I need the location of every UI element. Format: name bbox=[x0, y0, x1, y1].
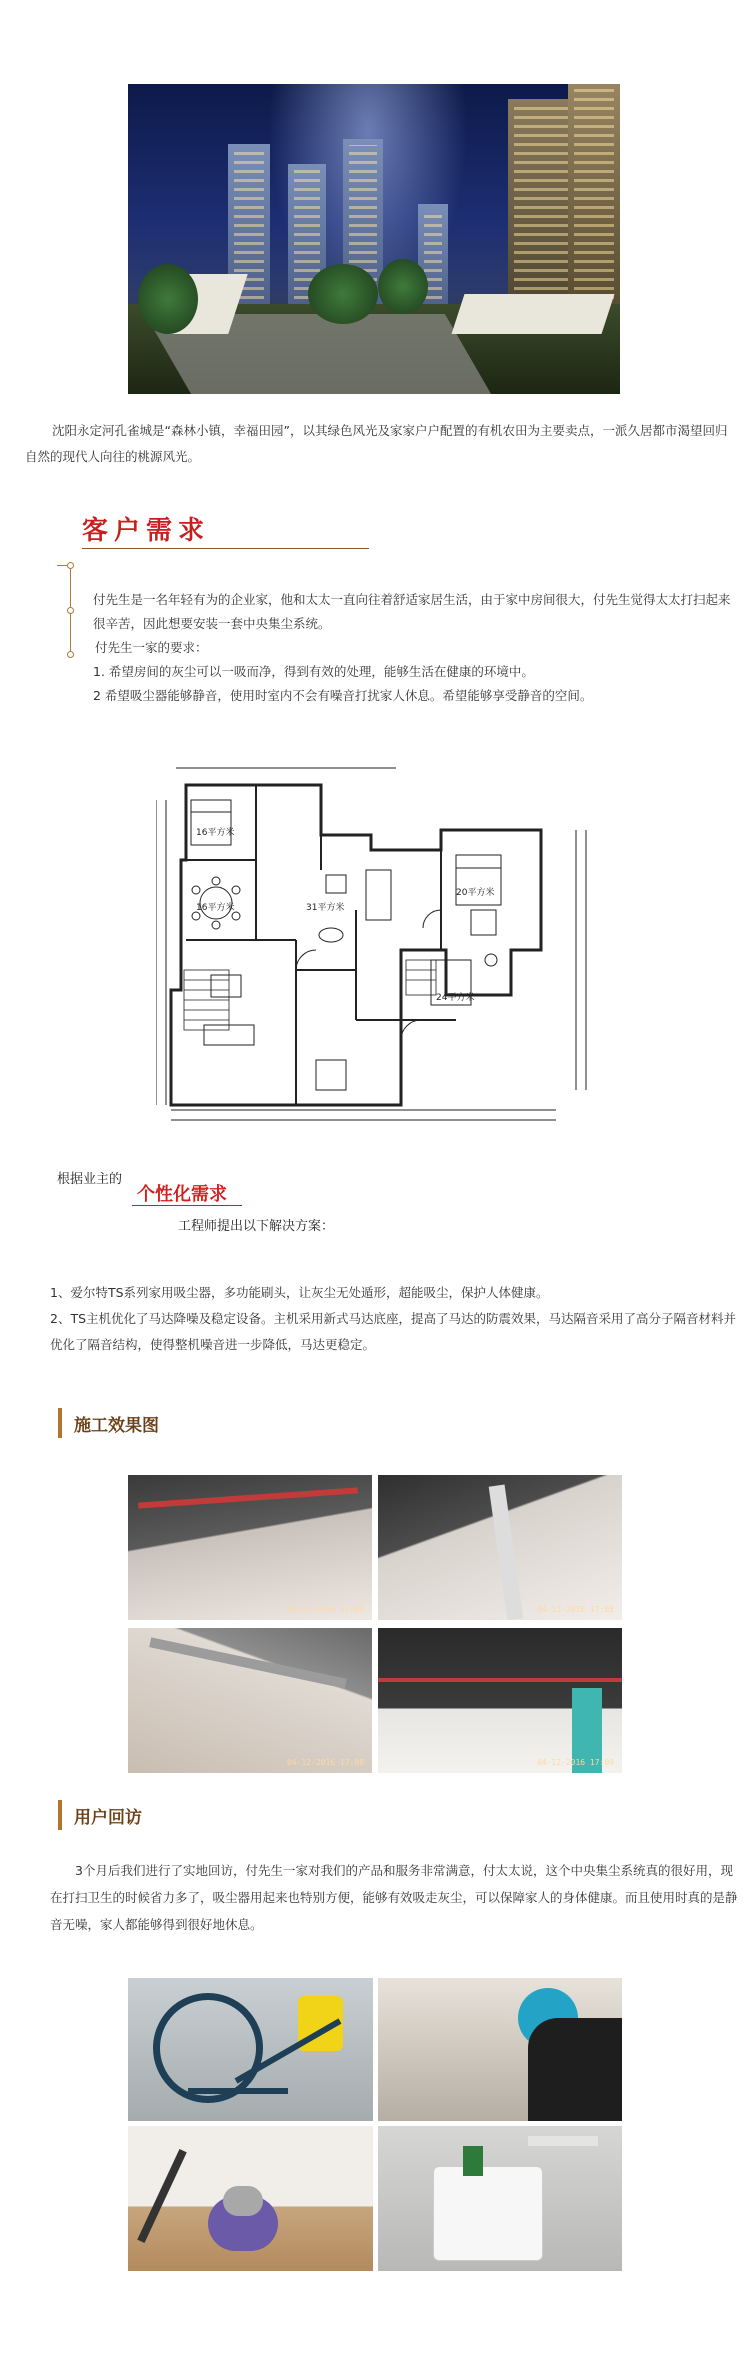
bullet-dot bbox=[67, 651, 74, 658]
solution-list bbox=[50, 1280, 740, 1358]
product-photo-central-unit bbox=[378, 2126, 622, 2271]
product-photo-blower bbox=[378, 1978, 622, 2121]
list-item: 2、TS主机优化了马达降噪及稳定设备。主机采用新式马达底座，提高了马达的防震效果，马达隔音采用了高分子隔音材料并优化了隔音结构，使得整机噪音进一步降低，马达更稳定。 bbox=[50, 1311, 737, 1352]
construction-section-heading bbox=[58, 1408, 159, 1438]
visit-title: 用户回访 bbox=[74, 1807, 142, 1828]
room-label: 16平方米 bbox=[196, 828, 235, 838]
construction-photo bbox=[128, 1475, 372, 1620]
solution-tail: 工程师提出以下解决方案： bbox=[178, 1219, 335, 1234]
solution-highlight-underline bbox=[132, 1205, 242, 1206]
room-label: 31平方米 bbox=[306, 903, 345, 913]
list-item: 1. 希望房间的灰尘可以一吸而净，得到有效的处理，能够生活在健康的环境中。 bbox=[93, 664, 534, 679]
intro-paragraph: 沈阳永定河孔雀城是“森林小镇，幸福田园”，以其绿色风光及家家户户配置的有机农田为主要卖点，一派久居都市渴望回归自然的现代人向往的桃源风光。 bbox=[25, 423, 728, 464]
construction-photo bbox=[378, 1628, 622, 1773]
solution-lead: 根据业主的 bbox=[57, 1172, 123, 1187]
requirements-list bbox=[93, 660, 733, 708]
photo-timestamp: 04-12-2016 17:08 bbox=[286, 1758, 364, 1767]
list-item: 2 希望吸尘器能够静音，使用时室内不会有噪音打扰家人休息。希望能够享受静音的空间。 bbox=[93, 688, 593, 703]
bullet-dot bbox=[67, 607, 74, 614]
solution-highlight: 个性化需求 bbox=[137, 1184, 227, 1205]
heading-bar bbox=[58, 1800, 62, 1830]
product-photo-canister-vacuum bbox=[128, 2126, 373, 2271]
list-item: 1、爱尔特TS系列家用吸尘器，多功能刷头，让灰尘无处遁形，超能吸尘，保护人体健康。 bbox=[50, 1285, 549, 1300]
product-photo-vacuum-hose bbox=[128, 1978, 373, 2121]
photo-timestamp: 04-12-2016 17:05 bbox=[286, 1605, 364, 1614]
needs-title-underline bbox=[82, 548, 369, 549]
heading-bar bbox=[58, 1408, 62, 1438]
bullet-dot bbox=[67, 562, 74, 569]
requirements-heading: 付先生一家的要求： bbox=[95, 640, 208, 655]
visit-paragraph: 3个月后我们进行了实地回访，付先生一家对我们的产品和服务非常满意，付太太说，这个中央集尘系统真的很好用，现在打扫卫生的时候省力多了，吸尘器用起来也特别方便，能够有效吸走灰尘，可以保障家人的身体健康。而且使用时真的是静音无噪，家人都能够得到很好地休息。 bbox=[50, 1863, 738, 1932]
photo-timestamp: 04-12-2016 17:09 bbox=[536, 1758, 614, 1767]
needs-paragraph: 付先生是一名年轻有为的企业家，他和太太一直向往着舒适家居生活，由于家中房间很大，付先生觉得太太打扫起来很辛苦，因此想要安装一套中央集尘系统。 bbox=[93, 592, 731, 631]
room-label: 20平方米 bbox=[456, 888, 495, 898]
hero-image bbox=[128, 84, 620, 394]
visit-section-heading bbox=[58, 1800, 142, 1830]
needs-title: 客户需求 bbox=[82, 516, 211, 546]
needs-body bbox=[93, 588, 733, 708]
construction-photo bbox=[128, 1628, 372, 1773]
room-label: 24平方米 bbox=[436, 993, 475, 1003]
construction-photo bbox=[378, 1475, 622, 1620]
room-label: 16平方米 bbox=[196, 903, 235, 913]
floor-plan-drawing bbox=[156, 760, 596, 1130]
photo-timestamp: 04-12-2016 17:05 bbox=[536, 1605, 614, 1614]
construction-title: 施工效果图 bbox=[74, 1415, 159, 1436]
